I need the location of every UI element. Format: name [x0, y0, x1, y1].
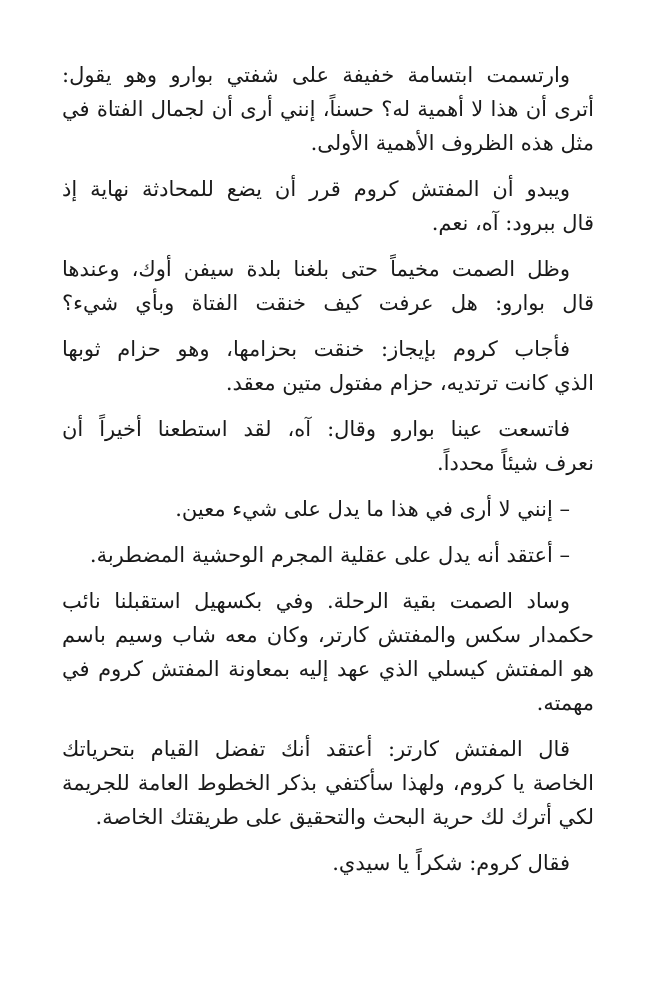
- text-line: مهمته.: [536, 691, 594, 715]
- text-line: وظل الصمت مخيماً حتى بلغنا بلدة سيفن أوك، وعندها: [62, 257, 570, 281]
- text-line: فاتسعت عينا بوارو وقال: آه، لقد استطعنا أخيراً أن: [62, 417, 570, 441]
- paragraph-1: [62, 58, 594, 160]
- text-line: فقال كروم: شكراً يا سيدي.: [332, 851, 570, 875]
- text-line: الخاصة يا كروم، ولهذا سأكتفي بذكر الخطوط العامة للجريمة: [62, 771, 594, 795]
- text-line: الذي كانت ترتديه، حزام مفتول متين معقد.: [225, 371, 594, 395]
- paragraph-4: [62, 332, 594, 400]
- paragraph-3: [62, 252, 594, 320]
- text-line: وارتسمت ابتسامة خفيفة على شفتي بوارو وهو يقول:: [62, 63, 570, 87]
- text-line: مثل هذه الظروف الأهمية الأولى.: [310, 131, 594, 155]
- text-line: قال ببرود: آه، نعم.: [431, 211, 594, 235]
- text-line: فأجاب كروم بإيجاز: خنقت بحزامها، وهو حزام ثوبها: [62, 337, 570, 361]
- paragraph-9: [62, 732, 594, 834]
- paragraph-2: [62, 172, 594, 240]
- paragraph-10: [62, 846, 594, 880]
- text-line: – إنني لا أرى في هذا ما يدل على شيء معين.: [175, 497, 570, 521]
- book-page: [62, 58, 594, 892]
- text-line: ويبدو أن المفتش كروم قرر أن يضع للمحادثة نهاية إذ: [62, 177, 570, 201]
- dialog-line-2: [62, 538, 594, 572]
- text-line: قال بوارو: هل عرفت كيف خنقت الفتاة وبأي شيء؟: [62, 291, 594, 315]
- text-line: حكمدار سكس والمفتش كارتر، وكان معه شاب وسيم باسم: [62, 623, 594, 647]
- dialog-line-1: [62, 492, 594, 526]
- text-line: نعرف شيئاً محدداً.: [436, 451, 594, 475]
- text-line: لكي أترك لك حرية البحث والتحقيق على طريقتك الخاصة.: [95, 805, 594, 829]
- text-line: أترى أن هذا لا أهمية له؟ حسناً، إنني أرى أن لجمال الفتاة في: [62, 97, 594, 121]
- text-line: وساد الصمت بقية الرحلة. وفي بكسهيل استقبلنا نائب: [62, 589, 570, 613]
- text-line: هو المفتش كيسلي الذي عهد إليه بمعاونة المفتش كروم في: [62, 657, 594, 681]
- text-line: – أعتقد أنه يدل على عقلية المجرم الوحشية المضطربة.: [89, 543, 570, 567]
- paragraph-8: [62, 584, 594, 720]
- paragraph-5: [62, 412, 594, 480]
- text-line: قال المفتش كارتر: أعتقد أنك تفضل القيام بتحرياتك: [62, 737, 570, 761]
